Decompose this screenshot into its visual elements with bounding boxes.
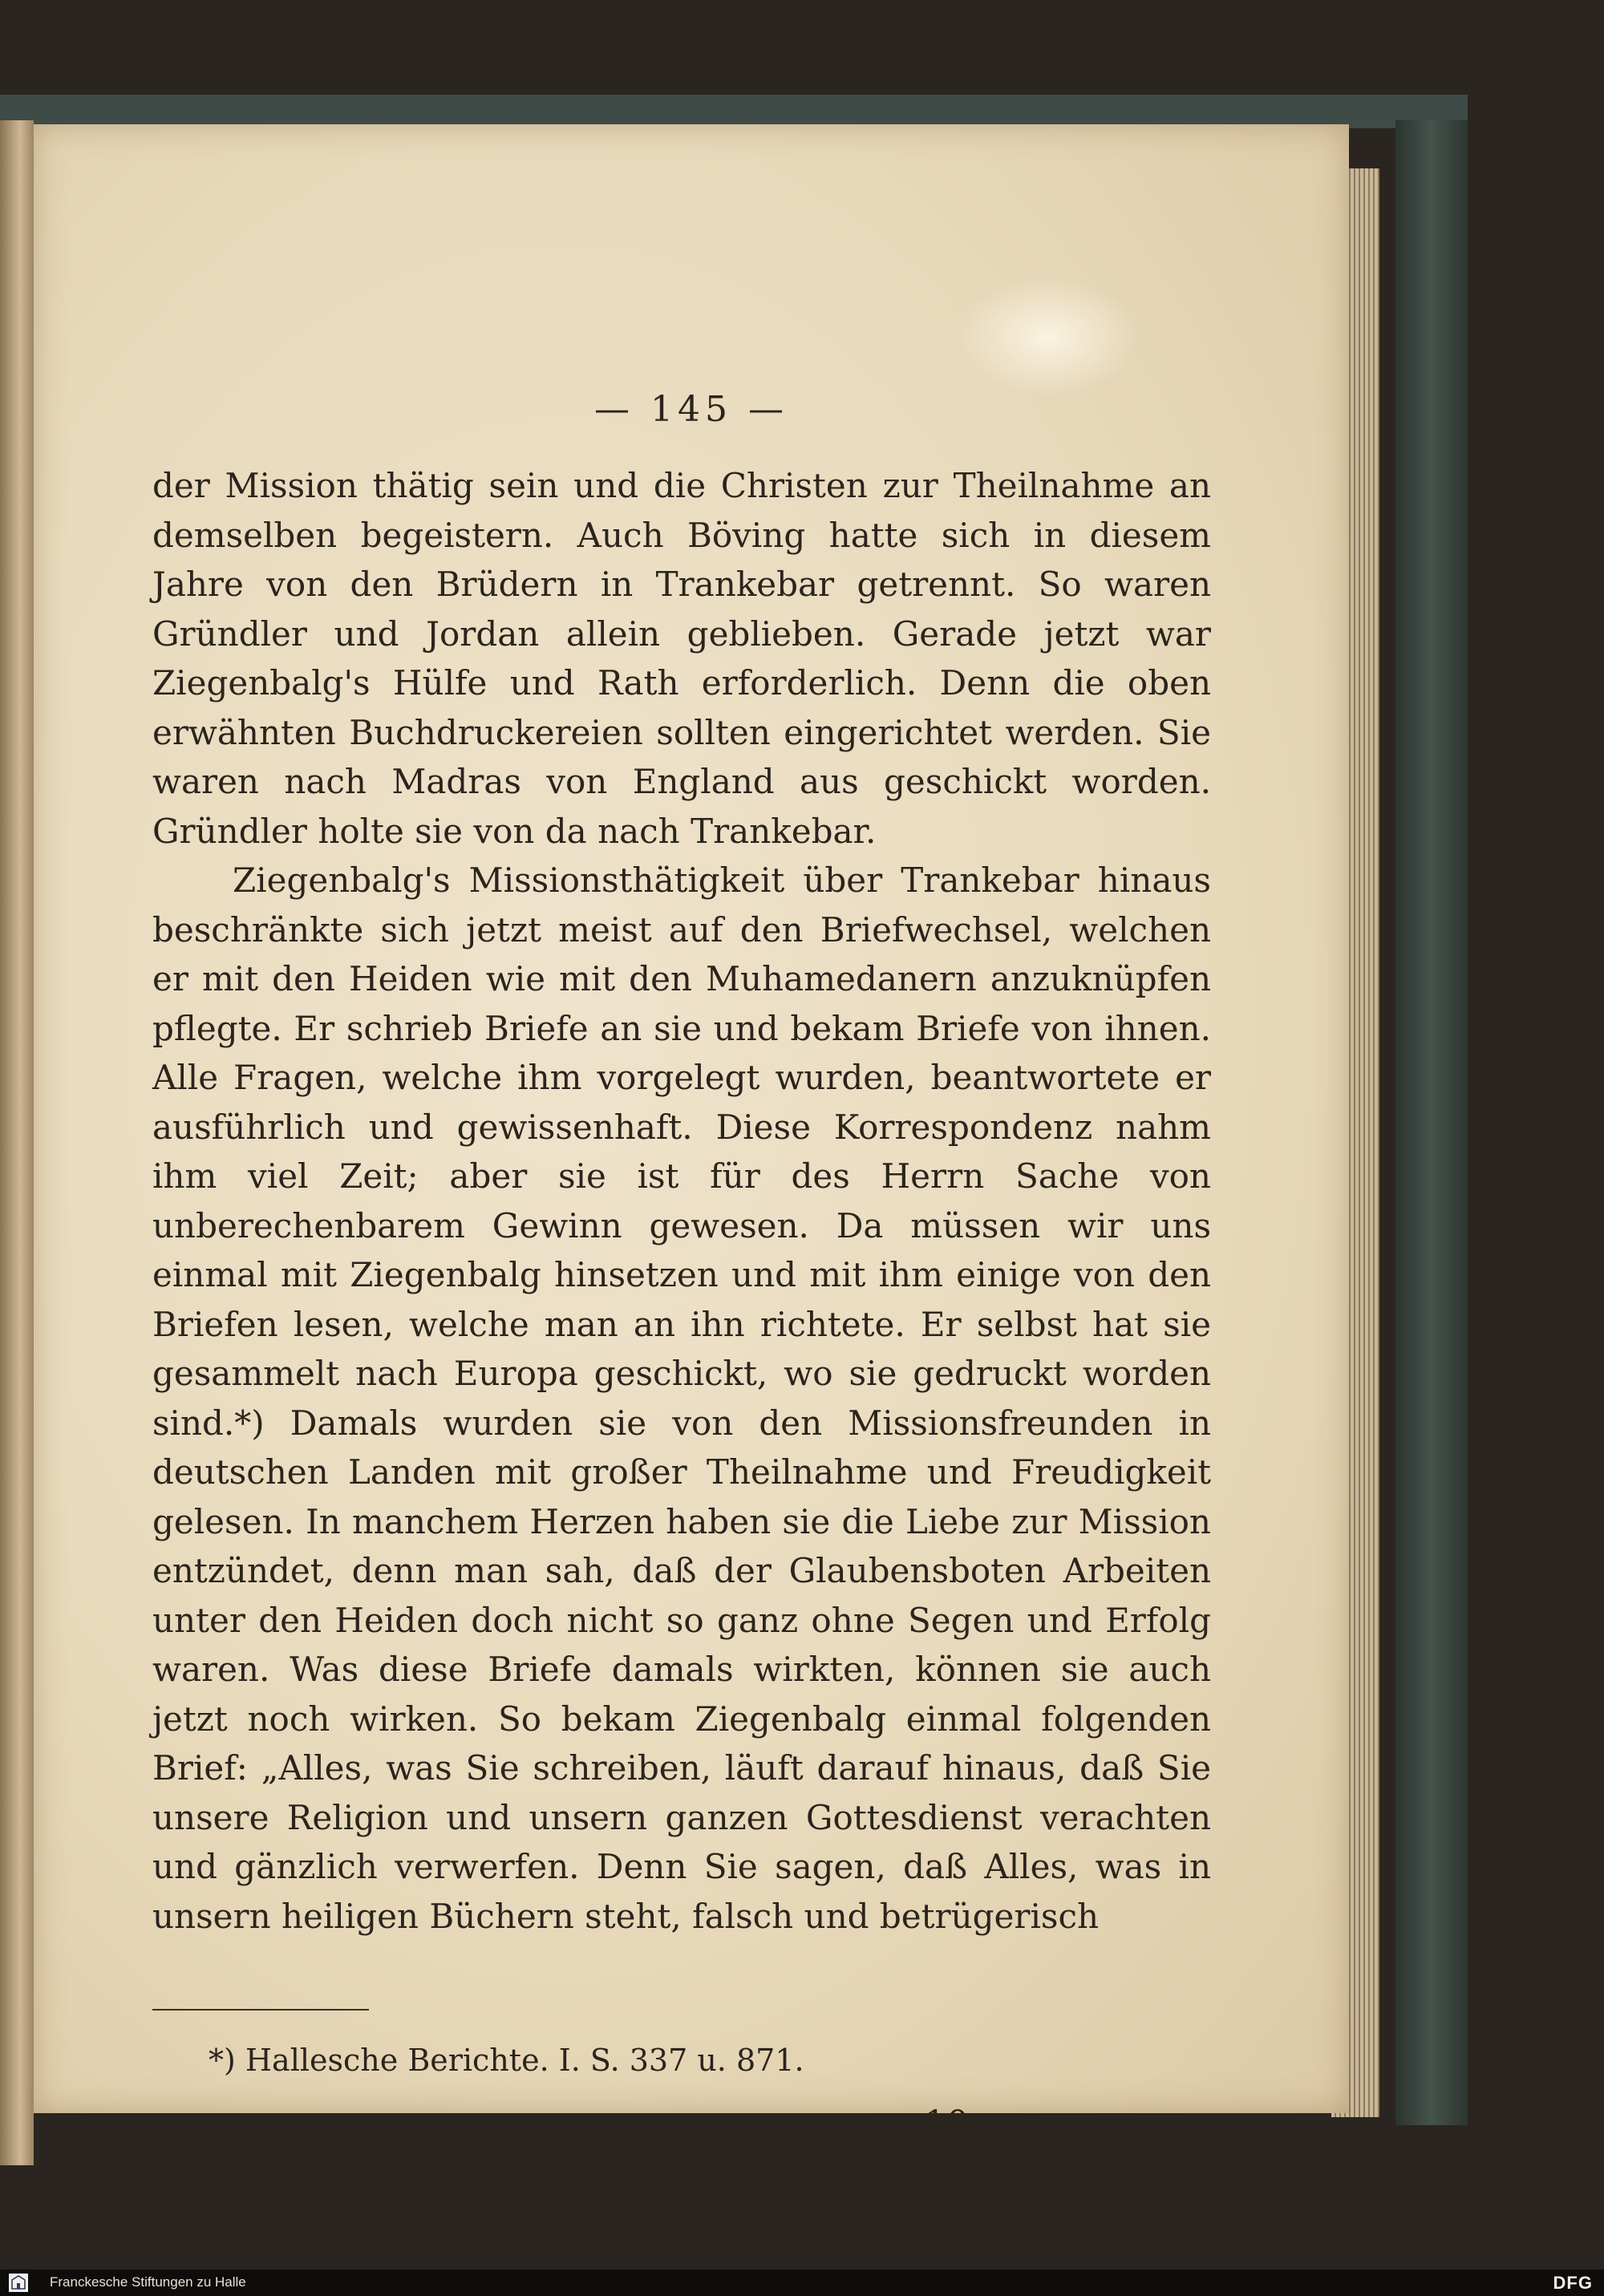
book-cover-right-edge bbox=[1395, 120, 1468, 2125]
institution-name: Franckesche Stiftungen zu Halle bbox=[50, 2274, 246, 2290]
paper-stain bbox=[956, 277, 1140, 397]
footnote-divider bbox=[152, 2009, 369, 2011]
paragraph: der Mission thätig sein und die Christen zur Theilnahme an demselben begeistern. Auch Böving hatte sich in diesem Jahre von den Brüdern in Trankebar getrennt. So waren Gründler und Jordan allein geblieben. Gerade jetzt war Ziegenbalg's Hülfe und Rath erforderlich. Denn die oben erwähnten Buchdruckereien sollten eingerichtet werden. Sie waren nach Madras von England aus geschickt worden. Gründler holte sie von da nach Trankebar. bbox=[152, 466, 1211, 851]
book-page bbox=[34, 124, 1349, 2144]
paragraph: Ziegenbalg's Missionsthätigkeit über Trankebar hinaus beschränkte sich jetzt meist auf den Briefwechsel, welchen er mit den Heiden wie mit den Muhamedanern anzuknüpfen pflegte. Er schrieb Briefe an sie und bekam Briefe von ihnen. Alle Fragen, welche ihm vorgelegt wurden, beantwortete er ausführlich und gewissenhaft. Diese Korrespondenz nahm ihm viel Zeit; aber sie ist für des Herrn Sache von unberechenbarem Gewinn gewesen. Da müssen wir uns einmal mit Ziegenbalg hinsetzen und mit ihm einige von den Briefen lesen, welche man an ihn richtete. Er selbst hat sie gesammelt nach Europa geschickt, wo sie gedruckt worden sind.*) Damals wurden sie von den Missionsfreunden in deutschen Landen mit großer Theilnahme und Freudigkeit gelesen. In manchem Herzen haben sie die Liebe zur Mission entzündet, denn man sah, daß der Glaubensboten Arbeiten unter den Heiden doch nicht so ganz ohne Segen und Erfolg waren. Was diese Briefe damals wirkten, können sie auch jetzt noch wirken. So bekam Ziegenbalg einmal folgenden Brief: „Alles, was Sie schreiben, läuft darauf hinaus, daß Sie unsere Religion und unsern ganzen Gottesdienst verachten und gänzlich verwerfen. Denn Sie sagen, daß Alles, was in unsern heiligen Büchern steht, falsch und betrügerisch bbox=[152, 860, 1211, 1936]
facing-page-edge bbox=[0, 120, 34, 2165]
viewer-footer bbox=[0, 2270, 1604, 2296]
body-text bbox=[152, 461, 1211, 1941]
footnote: *) Hallesche Berichte. I. S. 337 u. 871. bbox=[209, 2043, 804, 2078]
dfg-logo: DFG bbox=[1553, 2273, 1593, 2293]
signature-mark: 10 bbox=[924, 2104, 969, 2144]
foundation-logo-icon bbox=[8, 2273, 29, 2293]
book-cover-top-edge bbox=[0, 95, 1468, 128]
page-number-header: — 145 — bbox=[594, 389, 788, 430]
